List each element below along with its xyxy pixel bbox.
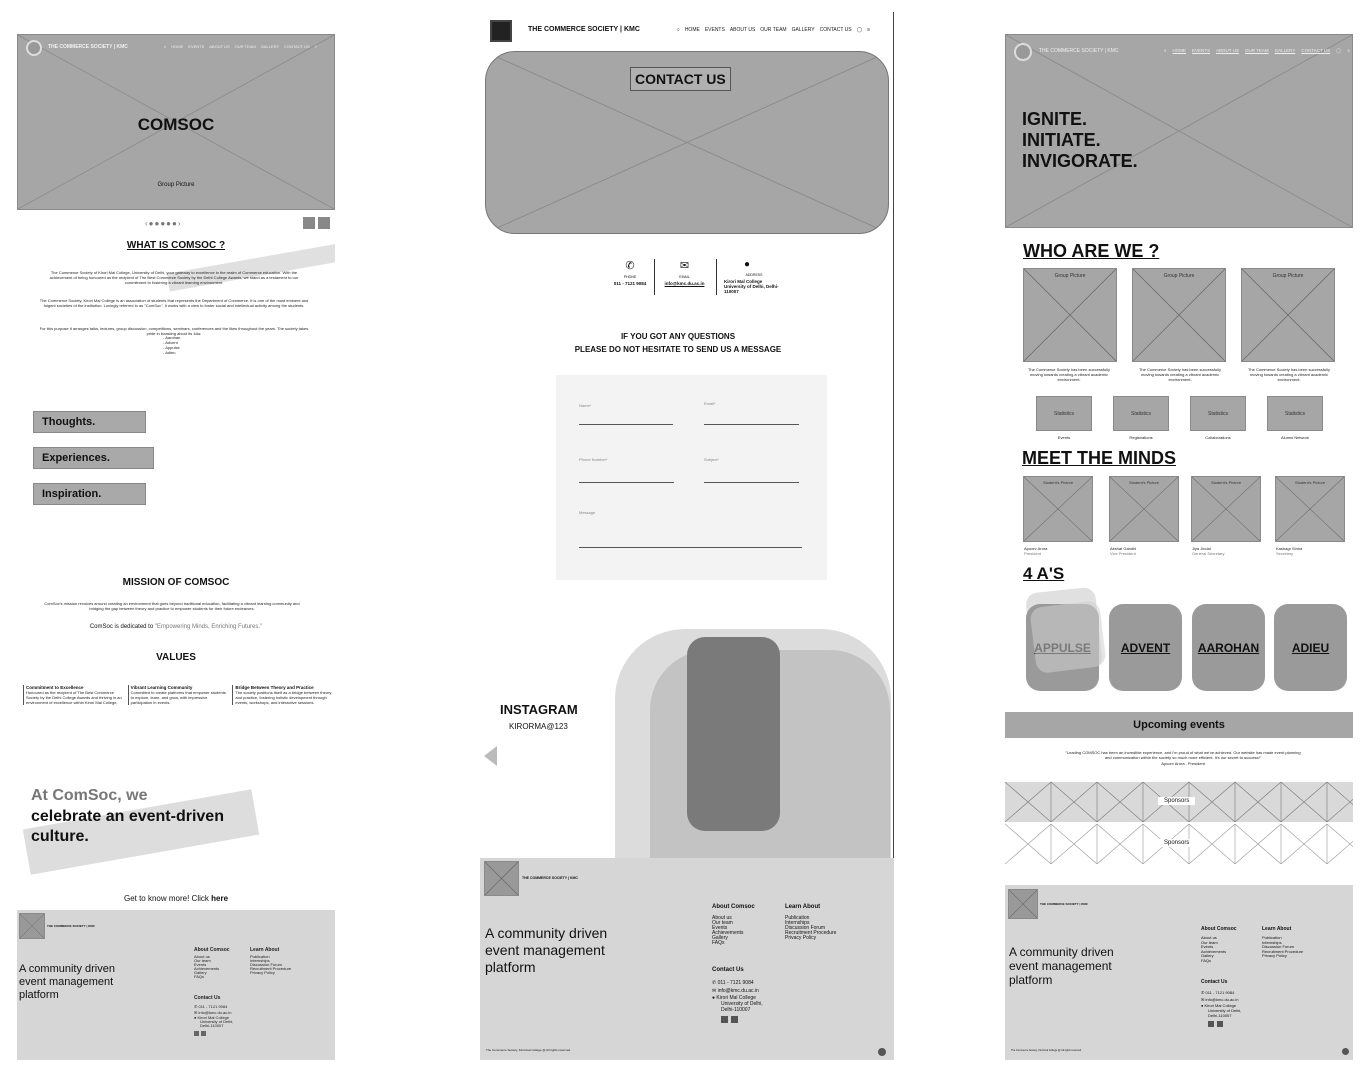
menu-icon[interactable]: ≡ xyxy=(867,27,871,33)
footer-link[interactable]: Our team xyxy=(1201,939,1218,945)
values-row xyxy=(23,685,333,705)
pill-thoughts: Thoughts. xyxy=(33,411,146,433)
sponsors-label: Sponsors xyxy=(1158,797,1195,805)
hero-image-placeholder xyxy=(17,34,335,210)
testimonial: "Leading COMSOC has been an incredible experience, and I'm proud of what we've achieved. Our website has made event planning and communication within the society so much more efficient. It's our secret to success!" xyxy=(1065,750,1301,760)
testimonial-author: Apoorv Arora , President xyxy=(1161,761,1205,766)
member-info: Akshat Gandhi Vice President xyxy=(1110,546,1137,556)
main-nav xyxy=(164,44,317,49)
know-more-link[interactable]: here xyxy=(211,894,229,903)
footer-logo-placeholder xyxy=(484,861,519,896)
values-title: VALUES xyxy=(156,652,196,663)
footer-link[interactable]: Achievements xyxy=(194,966,220,971)
nav-home[interactable]: HOME xyxy=(684,27,700,33)
what-title: WHAT IS COMSOC ? xyxy=(126,240,226,251)
insta-handle[interactable]: KIRORMA@123 xyxy=(509,722,568,731)
footer xyxy=(17,910,335,1060)
mail-icon: ✉ xyxy=(712,988,717,994)
footer-link[interactable]: Events xyxy=(194,962,207,967)
value-card: Vibrant Learning Community Committed to create platforms that empower students to explore, learn, and grow, with impressive participation in events. xyxy=(128,685,229,705)
right-wireframe xyxy=(1005,34,1353,1060)
mission-text: ComSoc's mission revolves around creating an environment that goes beyond traditional education, facilitating a vibrant learning community and bridging the gap between theory and practice to empower students for their future endeavors. xyxy=(44,601,300,611)
nav-contact[interactable]: CONTACT US xyxy=(284,44,310,49)
footer-link[interactable]: Privacy Policy xyxy=(785,935,817,941)
mail-icon: ✉ xyxy=(1201,997,1205,1002)
middle-wireframe xyxy=(480,12,894,1060)
as-card-aarohan[interactable]: AAROHAN xyxy=(1192,604,1265,691)
nav-events[interactable]: EVENTS xyxy=(704,27,725,33)
pill-inspiration: Inspiration. xyxy=(33,483,146,505)
footer-link[interactable]: Discussion Forum xyxy=(250,962,283,967)
nav-events[interactable]: EVENTS xyxy=(188,44,205,49)
phone-icon: ✆ xyxy=(1201,990,1205,995)
footer-link[interactable]: FAQs xyxy=(1201,957,1212,963)
footer-link[interactable]: Recruitment Procedure xyxy=(1262,948,1304,954)
stats-placeholder: Statistics xyxy=(1113,396,1169,431)
footer-logo-placeholder xyxy=(1008,889,1038,919)
search-icon[interactable]: ⌕ xyxy=(164,44,167,49)
insta-phone-frame xyxy=(687,637,780,831)
subject-field[interactable]: Subject* xyxy=(704,457,799,483)
footer-link[interactable]: Recruitment Procedure xyxy=(785,930,837,936)
menu-icon[interactable]: ≡ xyxy=(1347,48,1350,53)
student-picture-placeholder: Student's Picture xyxy=(1275,476,1345,542)
main-nav xyxy=(677,27,870,33)
footer-link[interactable]: FAQs xyxy=(194,974,205,979)
know-more: Get to know more! Click here xyxy=(123,894,229,903)
stats-placeholder: Statistics xyxy=(1267,396,1323,431)
footer-tagline: A community driven event management platform xyxy=(1009,945,1114,987)
contact-title: CONTACT US xyxy=(630,67,731,91)
who-title: WHO ARE WE ? xyxy=(1023,241,1160,261)
copyright: The Commerce Society, Kirorimal College @ All rights reserved xyxy=(486,1048,571,1052)
upcoming-events-bar[interactable]: Upcoming events xyxy=(1005,712,1353,738)
mail-icon: ✉ xyxy=(194,1010,198,1015)
brand-name[interactable]: THE COMMERCE SOCIETY | KMC xyxy=(528,26,640,33)
email-block: ✉ EMAIL info@kmc.du.ac.in xyxy=(657,259,712,286)
sponsors-label: Sponsors xyxy=(1158,839,1195,847)
sponsor-strip xyxy=(1005,824,1353,864)
footer-link[interactable]: Discussion Forum xyxy=(785,925,826,931)
minds-title: MEET THE MINDS xyxy=(1022,448,1177,468)
footer-link[interactable]: Gallery xyxy=(1201,953,1214,958)
footer-link[interactable]: Publication xyxy=(1262,935,1282,940)
hero-caption: Group Picture xyxy=(157,182,195,188)
contact-form xyxy=(556,375,827,580)
celebrate-line-1: At ComSoc, we xyxy=(31,787,148,804)
footer-link[interactable]: Publication xyxy=(785,915,810,921)
social-icon[interactable] xyxy=(1217,1021,1223,1027)
group-text: The Commerce Society has been successfully moving towards creating a vibrant academic environment. xyxy=(1027,367,1111,382)
hero-tagline: IGNITE. INITIATE. INVIGORATE. xyxy=(1022,109,1138,171)
footer-contact-col: Contact Us ✆ 011 - 7121 9084 ✉ info@kmc.du.ac.in ● Kirori Mal College University of Delhi, Delhi-110007 xyxy=(1201,979,1241,1027)
footer-link[interactable]: About us xyxy=(1201,935,1217,940)
phone-field[interactable]: Phone Number* xyxy=(579,457,674,483)
nav-team[interactable]: OUR TEAM xyxy=(1244,48,1269,53)
location-icon: ● xyxy=(744,259,751,270)
brand-name[interactable]: THE COMMERCE SOCIETY | KMC xyxy=(48,44,128,50)
footer-link[interactable]: About us xyxy=(712,915,732,921)
footer-contact-col: Contact Us ✆ 011 - 7121 9084 ✉ info@kmc.du.ac.in ● Kirori Mal College University of Delhi, Delhi-110007 xyxy=(194,995,233,1036)
footer-tagline: A community driven event management platform xyxy=(19,963,115,1001)
nav-gallery[interactable]: GALLERY xyxy=(1274,48,1296,53)
footer-link[interactable]: Achievements xyxy=(712,930,744,936)
member-info: Apoorv Arora President xyxy=(1024,546,1048,556)
address-block: ● ADDRESS Kirori Mal College University of Delhi, Delhi-110007 xyxy=(724,259,784,294)
footer-link[interactable]: Recruitment Procedure xyxy=(250,966,292,971)
location-icon: ● xyxy=(1201,1003,1204,1008)
footer-learn-col: Learn About Publication Internships Discussion Forum Recruitment Procedure Privacy Policy xyxy=(785,904,837,941)
phone-icon: ✆ xyxy=(625,260,635,272)
group-text: The Commerce Society has been successfully moving towards creating a vibrant academic environment. xyxy=(1138,367,1222,382)
copyright: The Commerce Society, Kirorimal College @ All rights reserved xyxy=(1011,1049,1082,1052)
nav-about[interactable]: ABOUT US xyxy=(1216,48,1239,53)
carousel-next-button[interactable] xyxy=(318,217,330,229)
questions-line-1: IF YOU GOT ANY QUESTIONS xyxy=(620,332,736,341)
footer-link[interactable]: Internships xyxy=(1262,939,1282,945)
footer-link[interactable]: About us xyxy=(194,954,210,959)
carousel-dots[interactable]: ‹●●●●●› xyxy=(145,219,182,228)
nav-contact[interactable]: CONTACT US xyxy=(819,27,852,33)
footer-about-col: About Comsoc About us Our team Events Achievements Gallery FAQs xyxy=(712,904,755,946)
footer-link[interactable]: Achievements xyxy=(1201,948,1227,954)
stat-label: Events xyxy=(1057,435,1071,440)
member-info: Jiya Jindal General Secretary xyxy=(1192,546,1225,556)
social-icon[interactable] xyxy=(731,1016,738,1023)
stat-label: Alumni Network xyxy=(1280,435,1309,440)
group-picture-placeholder: Group Picture xyxy=(1241,268,1335,362)
menu-icon[interactable]: ≡ xyxy=(314,44,318,49)
stats-placeholder: Statistics xyxy=(1190,396,1246,431)
nav-gallery[interactable]: GALLERY xyxy=(260,44,280,49)
nav-about[interactable]: ABOUT US xyxy=(209,44,230,49)
footer-link[interactable]: Events xyxy=(1201,944,1214,949)
insta-title: INSTAGRAM xyxy=(500,702,578,717)
chat-icon[interactable] xyxy=(1342,1048,1349,1055)
name-field[interactable]: Name* xyxy=(579,403,673,425)
footer-learn-col: Learn About Publication Internships Discussion Forum Recruitment Procedure Privacy Policy xyxy=(1262,926,1304,958)
dedicated-line: ComSoc is dedicated to "Empowering Minds, Enriching Futures." xyxy=(89,624,263,630)
nav-gallery[interactable]: GALLERY xyxy=(791,27,815,33)
footer-link[interactable]: FAQs xyxy=(712,940,725,946)
nav-home[interactable]: HOME xyxy=(171,44,184,49)
footer xyxy=(1005,885,1353,1060)
as-card-appulse-overlay xyxy=(1029,600,1107,674)
footer-about-col: About Comsoc About us Our team Events Achievements Gallery FAQs xyxy=(194,947,230,979)
nav-home[interactable]: HOME xyxy=(1172,48,1187,53)
four-as-title: 4 A'S xyxy=(1023,564,1065,583)
hero-image-placeholder xyxy=(1005,34,1353,228)
social-icon[interactable] xyxy=(201,1031,206,1036)
divider xyxy=(654,259,655,295)
group-picture-placeholder: Group Picture xyxy=(1023,268,1117,362)
phone-block: ✆ PHONE 011 - 7121 9084 xyxy=(605,259,655,286)
social-icon[interactable] xyxy=(721,1016,728,1023)
stat-label: Collaborations xyxy=(1205,435,1231,440)
left-wireframe xyxy=(17,34,335,1060)
email-field[interactable]: Email* xyxy=(704,401,799,425)
carousel-prev-button[interactable] xyxy=(303,217,315,229)
footer-link[interactable]: Our team xyxy=(712,920,733,926)
member-info: Kashagr Sinha Secretary xyxy=(1276,546,1303,556)
user-icon[interactable]: ◯ xyxy=(856,27,863,33)
footer-brand: THE COMMERCE SOCIETY | KMC xyxy=(1040,902,1088,906)
four-as-list: - Aarohan - Advent - Appulse - Adieu xyxy=(163,335,181,355)
footer-link[interactable]: Discussion Forum xyxy=(1262,944,1295,949)
footer xyxy=(480,858,894,1060)
nav-team[interactable]: OUR TEAM xyxy=(760,27,787,33)
email-link[interactable]: info@kmc.du.ac.in xyxy=(664,281,705,286)
value-card: Bridge Between Theory and Practice The society positions itself as a bridge between theory and practice, fostering holistic development through events, workshops, and interactive sessions. xyxy=(232,685,333,705)
student-picture-placeholder: Student's Picture xyxy=(1191,476,1261,542)
main-nav xyxy=(1164,48,1350,54)
logo-icon[interactable] xyxy=(1014,43,1032,61)
footer-tagline: A community driven event management platform xyxy=(485,925,608,975)
location-icon: ● xyxy=(712,995,716,1001)
celebrate-line-3: culture. xyxy=(31,828,89,845)
mission-title: MISSION OF COMSOC xyxy=(122,577,230,588)
footer-contact-col: Contact Us ✆ 011 - 7121 9084 ✉ info@kmc.du.ac.in ● Kirori Mal College University of Delhi, Delhi-110007 xyxy=(712,967,763,1023)
footer-learn-col: Learn About Publication Internships Discussion Forum Recruitment Procedure Privacy Policy xyxy=(250,947,292,975)
social-icon[interactable] xyxy=(194,1031,199,1036)
what-paragraph-2: The Commerce Society, Kirori Mal College is an association of students that represents the Department of Commerce. It is one of the most eminent and fulgent societies of the institution. Lovingly referred to as "ComSoc", it works with a view to foster social and intellectual activity among the students. xyxy=(39,298,309,308)
nav-about[interactable]: ABOUT US xyxy=(729,27,756,33)
what-paragraph-3: For this purpose it arranges talks, lectures, group discussion, competitions, seminars, conferences and the likes throughout the years. The society takes pride in boasting about its 4As: xyxy=(39,326,309,336)
footer-brand: THE COMMERCE SOCIETY | KMC xyxy=(47,924,95,928)
phone-icon: ✆ xyxy=(194,1004,198,1009)
location-icon: ● xyxy=(194,1015,197,1020)
brand-name[interactable]: THE COMMERCE SOCIETY | KMC xyxy=(1039,48,1119,54)
what-paragraph-1: The Commerce Society of Kirori Mal College, University of Delhi, your gateway to excellence in the realm of Commerce education. With the achievement of being honoured as the recipient of The Best Commerce Society by the Delhi College Awards, we stand as a testament to our commitment to fostering a vibrant learning environment. xyxy=(49,270,299,285)
footer-link[interactable]: Internships xyxy=(250,958,270,963)
as-card-adieu[interactable]: ADIEU xyxy=(1274,604,1347,691)
logo-icon[interactable] xyxy=(26,40,42,56)
celebrate-line-2: celebrate an event-driven xyxy=(31,808,224,825)
footer-link[interactable]: Privacy Policy xyxy=(1262,953,1287,958)
footer-link[interactable]: Events xyxy=(712,925,728,931)
divider xyxy=(716,259,717,295)
footer-link[interactable]: Internships xyxy=(785,920,810,926)
as-card-advent[interactable]: ADVENT xyxy=(1109,604,1182,691)
nav-contact[interactable]: CONTACT US xyxy=(1301,48,1331,53)
stat-label: Registrations xyxy=(1129,435,1153,440)
footer-link[interactable]: Privacy Policy xyxy=(250,970,275,975)
student-picture-placeholder: Student's Picture xyxy=(1109,476,1179,542)
footer-logo-placeholder xyxy=(19,913,45,939)
group-picture-placeholder: Group Picture xyxy=(1132,268,1226,362)
search-icon[interactable]: ⌕ xyxy=(677,27,680,33)
contact-hero-placeholder xyxy=(485,51,889,234)
phone-icon: ✆ xyxy=(712,980,717,986)
insta-prev-icon[interactable] xyxy=(484,746,497,766)
chat-icon[interactable] xyxy=(878,1048,886,1056)
nav-team[interactable]: OUR TEAM xyxy=(234,44,256,49)
mail-icon: ✉ xyxy=(679,260,690,272)
hero-title: COMSOC xyxy=(137,115,215,134)
footer-link[interactable]: Gallery xyxy=(712,935,728,941)
group-text: The Commerce Society has been successfully moving towards creating a vibrant academic environment. xyxy=(1247,367,1331,382)
social-icon[interactable] xyxy=(1208,1021,1214,1027)
footer-link[interactable]: Our team xyxy=(194,958,211,963)
logo-icon[interactable] xyxy=(490,20,512,42)
footer-link[interactable]: Publication xyxy=(250,954,270,959)
message-field[interactable]: Message xyxy=(579,510,802,548)
search-icon[interactable]: ⌕ xyxy=(1164,48,1167,53)
value-card: Commitment to Excellence Honoured as the recipient of The Best Commerce Society by the Delhi College Awards and thriving in an environment of excellence within Kirori Mal College. xyxy=(23,685,124,705)
sponsor-strip xyxy=(1005,782,1353,822)
questions-line-2: PLEASE DO NOT HESITATE TO SEND US A MESSAGE xyxy=(574,345,782,354)
footer-brand: THE COMMERCE SOCIETY | KMC xyxy=(522,876,578,880)
pill-experiences: Experiences. xyxy=(33,447,154,469)
nav-events[interactable]: EVENTS xyxy=(1192,48,1211,53)
footer-about-col: About Comsoc About us Our team Events Achievements Gallery FAQs xyxy=(1201,926,1237,963)
user-icon[interactable]: ◯ xyxy=(1336,48,1342,53)
footer-link[interactable]: Gallery xyxy=(194,970,207,975)
student-picture-placeholder: Student's Picture xyxy=(1023,476,1093,542)
stats-placeholder: Statistics xyxy=(1036,396,1092,431)
